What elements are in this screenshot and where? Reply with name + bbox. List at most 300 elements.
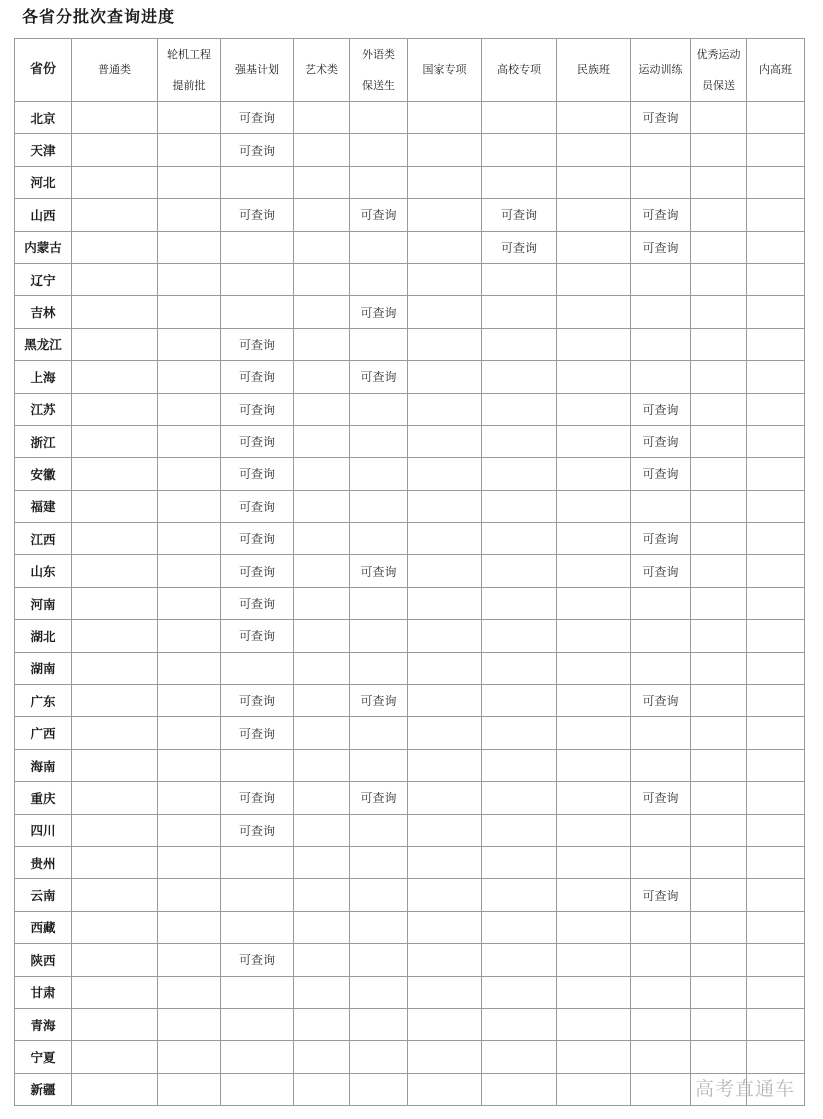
status-cell — [557, 846, 631, 878]
status-cell — [221, 231, 294, 263]
status-cell — [557, 587, 631, 619]
status-cell — [482, 620, 557, 652]
status-cell — [747, 587, 805, 619]
status-cell — [747, 717, 805, 749]
status-cell — [294, 846, 350, 878]
status-cell — [158, 102, 221, 134]
status-cell-queryable: 可查询 — [221, 620, 294, 652]
status-cell — [408, 1073, 482, 1105]
status-cell — [350, 652, 408, 684]
status-cell-queryable: 可查询 — [221, 393, 294, 425]
status-cell — [691, 231, 747, 263]
status-cell — [158, 1008, 221, 1040]
status-cell — [221, 652, 294, 684]
status-cell — [482, 587, 557, 619]
status-cell-queryable: 可查询 — [221, 490, 294, 522]
status-cell — [557, 199, 631, 231]
status-cell — [294, 166, 350, 198]
province-cell: 甘肃 — [15, 976, 72, 1008]
status-cell — [631, 976, 691, 1008]
table-row — [15, 263, 805, 295]
status-cell — [631, 263, 691, 295]
status-cell — [221, 976, 294, 1008]
status-cell — [158, 523, 221, 555]
status-cell — [158, 328, 221, 360]
status-cell — [747, 685, 805, 717]
status-cell — [158, 490, 221, 522]
table-row — [15, 393, 805, 425]
status-cell — [482, 782, 557, 814]
status-cell — [294, 782, 350, 814]
province-cell: 福建 — [15, 490, 72, 522]
status-cell — [747, 166, 805, 198]
status-cell — [350, 425, 408, 457]
column-header — [350, 39, 408, 102]
status-cell — [691, 879, 747, 911]
status-cell — [691, 523, 747, 555]
province-cell: 上海 — [15, 361, 72, 393]
status-cell — [158, 199, 221, 231]
status-cell — [747, 879, 805, 911]
status-cell — [158, 976, 221, 1008]
status-cell — [72, 976, 158, 1008]
status-cell — [350, 1008, 408, 1040]
status-cell — [72, 231, 158, 263]
status-cell — [482, 263, 557, 295]
status-cell — [691, 199, 747, 231]
status-cell — [72, 166, 158, 198]
status-cell-queryable: 可查询 — [221, 717, 294, 749]
status-cell — [408, 199, 482, 231]
status-cell — [691, 782, 747, 814]
status-cell — [350, 458, 408, 490]
status-cell — [557, 523, 631, 555]
status-cell — [158, 1073, 221, 1105]
status-cell — [72, 134, 158, 166]
status-cell — [350, 166, 408, 198]
status-cell — [158, 944, 221, 976]
status-cell — [408, 944, 482, 976]
status-cell — [557, 814, 631, 846]
status-cell — [482, 523, 557, 555]
status-cell — [294, 490, 350, 522]
status-cell — [691, 652, 747, 684]
status-cell — [747, 749, 805, 781]
status-cell — [158, 846, 221, 878]
status-cell — [557, 555, 631, 587]
status-cell — [631, 587, 691, 619]
page-title: 各省分批次查询进度 — [22, 7, 176, 26]
status-cell — [691, 425, 747, 457]
table-row — [15, 134, 805, 166]
status-cell — [294, 587, 350, 619]
status-cell — [72, 263, 158, 295]
query-progress-table — [14, 38, 805, 1106]
status-cell-queryable: 可查询 — [221, 458, 294, 490]
status-cell — [294, 879, 350, 911]
status-cell — [72, 652, 158, 684]
status-cell — [747, 782, 805, 814]
status-cell — [631, 296, 691, 328]
province-cell: 陕西 — [15, 944, 72, 976]
status-cell — [72, 328, 158, 360]
status-cell — [72, 911, 158, 943]
status-cell-queryable: 可查询 — [631, 523, 691, 555]
status-cell — [631, 490, 691, 522]
column-header — [691, 39, 747, 102]
province-cell: 天津 — [15, 134, 72, 166]
table-row — [15, 555, 805, 587]
status-cell — [691, 976, 747, 1008]
status-cell — [747, 620, 805, 652]
province-cell: 北京 — [15, 102, 72, 134]
status-cell — [482, 134, 557, 166]
status-cell — [294, 296, 350, 328]
table-row — [15, 717, 805, 749]
status-cell-queryable: 可查询 — [350, 555, 408, 587]
status-cell — [747, 263, 805, 295]
status-cell — [408, 263, 482, 295]
column-header-label: 轮机工程 提前批 — [167, 48, 211, 92]
status-cell — [72, 393, 158, 425]
column-header-label: 艺术类 — [305, 63, 338, 76]
status-cell — [557, 458, 631, 490]
province-cell: 吉林 — [15, 296, 72, 328]
table-row — [15, 846, 805, 878]
table-body — [15, 102, 805, 1106]
status-cell — [158, 749, 221, 781]
table-row — [15, 879, 805, 911]
status-cell — [557, 1041, 631, 1073]
status-cell — [158, 555, 221, 587]
status-cell — [408, 523, 482, 555]
table-row — [15, 1073, 805, 1105]
column-header-label: 内高班 — [759, 63, 792, 76]
status-cell — [747, 328, 805, 360]
province-cell: 湖北 — [15, 620, 72, 652]
province-cell: 云南 — [15, 879, 72, 911]
status-cell — [72, 846, 158, 878]
status-cell — [350, 490, 408, 522]
status-cell — [691, 328, 747, 360]
table-header-row — [15, 39, 805, 102]
status-cell-queryable: 可查询 — [221, 199, 294, 231]
status-cell-queryable: 可查询 — [350, 685, 408, 717]
status-cell — [482, 361, 557, 393]
status-cell-queryable: 可查询 — [221, 555, 294, 587]
status-cell — [294, 393, 350, 425]
status-cell — [72, 587, 158, 619]
status-cell — [557, 490, 631, 522]
status-cell — [408, 490, 482, 522]
status-cell — [72, 490, 158, 522]
province-cell: 新疆 — [15, 1073, 72, 1105]
status-cell — [158, 361, 221, 393]
status-cell-queryable: 可查询 — [350, 199, 408, 231]
status-cell — [294, 1008, 350, 1040]
column-header-label: 民族班 — [577, 63, 610, 76]
status-cell — [482, 555, 557, 587]
status-cell — [482, 328, 557, 360]
status-cell — [557, 782, 631, 814]
status-cell — [408, 976, 482, 1008]
status-cell — [350, 620, 408, 652]
status-cell — [631, 717, 691, 749]
column-header-label: 高校专项 — [497, 63, 541, 76]
province-cell: 广东 — [15, 685, 72, 717]
province-cell: 青海 — [15, 1008, 72, 1040]
status-cell — [72, 458, 158, 490]
table-row — [15, 911, 805, 943]
status-cell — [350, 717, 408, 749]
status-cell — [747, 944, 805, 976]
status-cell-queryable: 可查询 — [631, 231, 691, 263]
table-row — [15, 976, 805, 1008]
status-cell — [221, 296, 294, 328]
status-cell-queryable: 可查询 — [221, 425, 294, 457]
status-cell — [221, 749, 294, 781]
status-cell-queryable: 可查询 — [221, 587, 294, 619]
status-cell — [158, 393, 221, 425]
status-cell — [72, 523, 158, 555]
status-cell — [408, 361, 482, 393]
status-cell — [294, 620, 350, 652]
status-cell — [408, 620, 482, 652]
status-cell — [691, 1008, 747, 1040]
status-cell — [408, 879, 482, 911]
province-cell: 宁夏 — [15, 1041, 72, 1073]
status-cell — [691, 846, 747, 878]
status-cell — [557, 1008, 631, 1040]
status-cell-queryable: 可查询 — [221, 328, 294, 360]
status-cell — [557, 976, 631, 1008]
column-header-province — [15, 39, 72, 102]
status-cell — [747, 911, 805, 943]
table-row — [15, 296, 805, 328]
status-cell — [747, 134, 805, 166]
status-cell — [294, 717, 350, 749]
status-cell — [294, 523, 350, 555]
province-cell: 山东 — [15, 555, 72, 587]
status-cell — [631, 911, 691, 943]
status-cell — [408, 458, 482, 490]
status-cell — [408, 296, 482, 328]
status-cell — [350, 846, 408, 878]
status-cell — [747, 846, 805, 878]
table-row — [15, 458, 805, 490]
status-cell — [691, 587, 747, 619]
status-cell — [747, 523, 805, 555]
status-cell — [294, 1041, 350, 1073]
province-cell: 浙江 — [15, 425, 72, 457]
status-cell — [408, 782, 482, 814]
status-cell — [408, 814, 482, 846]
status-cell — [482, 1073, 557, 1105]
status-cell — [72, 944, 158, 976]
status-cell — [408, 911, 482, 943]
status-cell-queryable: 可查询 — [221, 102, 294, 134]
status-cell — [482, 425, 557, 457]
table-row — [15, 166, 805, 198]
status-cell — [294, 425, 350, 457]
status-cell — [72, 879, 158, 911]
status-cell — [408, 652, 482, 684]
status-cell — [691, 393, 747, 425]
status-cell — [557, 263, 631, 295]
status-cell — [294, 814, 350, 846]
status-cell — [72, 814, 158, 846]
status-cell — [294, 685, 350, 717]
status-cell — [557, 166, 631, 198]
table-row — [15, 102, 805, 134]
status-cell-queryable: 可查询 — [221, 523, 294, 555]
status-cell — [557, 749, 631, 781]
status-cell — [158, 782, 221, 814]
status-cell — [557, 717, 631, 749]
status-cell — [557, 134, 631, 166]
status-cell — [691, 717, 747, 749]
status-cell-queryable: 可查询 — [221, 782, 294, 814]
status-cell — [158, 296, 221, 328]
status-cell — [747, 652, 805, 684]
status-cell-queryable: 可查询 — [631, 102, 691, 134]
status-cell — [482, 814, 557, 846]
status-cell — [747, 425, 805, 457]
status-cell-queryable: 可查询 — [221, 814, 294, 846]
status-cell — [482, 296, 557, 328]
status-cell — [350, 231, 408, 263]
status-cell — [408, 1008, 482, 1040]
status-cell-queryable: 可查询 — [482, 231, 557, 263]
column-header-label: 优秀运动 员保送 — [696, 48, 741, 92]
status-cell — [482, 102, 557, 134]
column-header-label: 省份 — [29, 62, 56, 77]
province-cell: 江西 — [15, 523, 72, 555]
status-cell-queryable: 可查询 — [631, 782, 691, 814]
status-cell — [72, 1073, 158, 1105]
status-cell — [557, 425, 631, 457]
status-cell — [221, 1073, 294, 1105]
status-cell — [557, 231, 631, 263]
status-cell — [350, 328, 408, 360]
status-cell — [221, 1008, 294, 1040]
table-row — [15, 361, 805, 393]
status-cell — [72, 102, 158, 134]
status-cell-queryable: 可查询 — [350, 782, 408, 814]
column-header — [557, 39, 631, 102]
status-cell — [691, 102, 747, 134]
status-cell — [482, 685, 557, 717]
status-cell — [557, 685, 631, 717]
status-cell — [408, 587, 482, 619]
table-row — [15, 328, 805, 360]
status-cell-queryable: 可查询 — [221, 361, 294, 393]
status-cell — [158, 652, 221, 684]
status-cell — [408, 102, 482, 134]
status-cell — [158, 587, 221, 619]
status-cell — [408, 846, 482, 878]
status-cell — [747, 1041, 805, 1073]
status-cell — [408, 328, 482, 360]
status-cell — [294, 944, 350, 976]
status-cell — [158, 231, 221, 263]
column-header-label: 普通类 — [98, 63, 131, 76]
table-row — [15, 523, 805, 555]
column-header-label: 强基计划 — [235, 63, 279, 76]
column-header — [408, 39, 482, 102]
table-row — [15, 425, 805, 457]
table-row — [15, 1008, 805, 1040]
table-row — [15, 1041, 805, 1073]
status-cell — [557, 911, 631, 943]
status-cell — [294, 231, 350, 263]
status-cell — [482, 944, 557, 976]
table-row — [15, 490, 805, 522]
table-row — [15, 814, 805, 846]
status-cell-queryable: 可查询 — [221, 685, 294, 717]
status-cell — [557, 652, 631, 684]
status-cell — [158, 620, 221, 652]
status-cell — [158, 1041, 221, 1073]
status-cell — [482, 652, 557, 684]
status-cell — [691, 814, 747, 846]
status-cell — [691, 685, 747, 717]
status-cell — [350, 814, 408, 846]
column-header — [747, 39, 805, 102]
status-cell — [747, 199, 805, 231]
status-cell — [294, 134, 350, 166]
status-cell — [631, 1041, 691, 1073]
status-cell-queryable: 可查询 — [631, 199, 691, 231]
status-cell — [350, 263, 408, 295]
status-cell — [631, 814, 691, 846]
status-cell — [557, 944, 631, 976]
status-cell — [482, 458, 557, 490]
province-cell: 河北 — [15, 166, 72, 198]
status-cell-queryable: 可查询 — [631, 879, 691, 911]
column-header — [631, 39, 691, 102]
status-cell — [482, 879, 557, 911]
province-cell: 重庆 — [15, 782, 72, 814]
province-cell: 安徽 — [15, 458, 72, 490]
status-cell — [158, 458, 221, 490]
status-cell — [691, 296, 747, 328]
column-header-label: 国家专项 — [422, 63, 467, 76]
status-cell — [631, 944, 691, 976]
status-cell — [221, 263, 294, 295]
status-cell — [482, 846, 557, 878]
status-cell — [691, 134, 747, 166]
table-row — [15, 944, 805, 976]
column-header-label: 外语类 保送生 — [362, 48, 395, 92]
status-cell — [482, 1041, 557, 1073]
status-cell — [72, 1008, 158, 1040]
status-cell — [72, 296, 158, 328]
status-cell — [691, 361, 747, 393]
table-row — [15, 749, 805, 781]
status-cell — [557, 361, 631, 393]
province-cell: 贵州 — [15, 846, 72, 878]
status-cell — [482, 1008, 557, 1040]
status-cell — [408, 425, 482, 457]
status-cell — [294, 102, 350, 134]
status-cell — [72, 782, 158, 814]
status-cell-queryable: 可查询 — [631, 393, 691, 425]
status-cell — [221, 879, 294, 911]
status-cell — [350, 134, 408, 166]
table-row — [15, 587, 805, 619]
status-cell — [691, 749, 747, 781]
